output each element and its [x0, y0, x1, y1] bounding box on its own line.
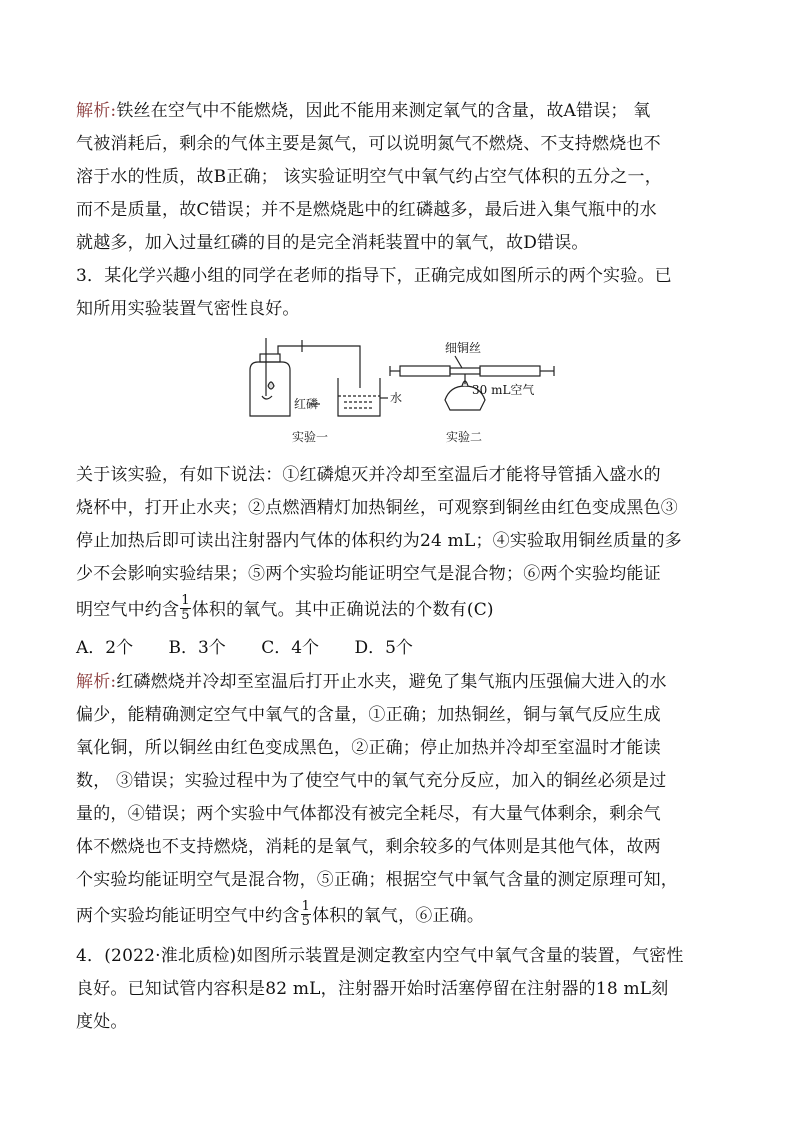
option-c: C．4个 — [261, 638, 320, 658]
statements-line-1: 关于该实验，有如下说法：①红磷熄灭并冷却至室温后才能将导管插入盛水的 — [76, 465, 661, 485]
analysis2-line-4: 数， ③错误；实验过程中为了使空气中的氧气充分反应，加入的铜丝必须是过 — [76, 771, 667, 791]
label-red-phosphorus: 红磷 — [294, 397, 319, 411]
analysis-line-4: 而不是质量，故C错误；并不是燃烧匙中的红磷越多，最后进入集气瓶中的水 — [76, 200, 657, 220]
analysis-line-1: 解析:铁丝在空气中不能燃烧，因此不能用来测定氧气的含量，故A错误； 氧 — [76, 101, 651, 121]
statements-line-3: 停止加热后即可读出注射器内气体的体积约为24 mL；④实验取用铜丝质量的多 — [76, 531, 682, 551]
answer-options — [76, 637, 443, 659]
label-air-volume: 30 mL空气 — [472, 383, 535, 397]
analysis-line-3: 溶于水的性质，故B正确； 该实验证明空气中氧气约占空气体积的五分之一， — [76, 167, 662, 187]
question-3-line-1: 3．某化学兴趣小组的同学在老师的指导下，正确完成如图所示的两个实验。已 — [76, 266, 672, 286]
analysis-label: 解析: — [76, 101, 117, 121]
label-water: 水 — [390, 391, 403, 405]
analysis-label-2: 解析: — [76, 672, 117, 692]
analysis-line-2: 气被消耗后，剩余的气体主要是氮气，可以说明氮气不燃烧、不支持燃烧也不 — [76, 134, 661, 154]
caption-experiment-1: 实验一 — [292, 430, 329, 444]
label-copper-wire: 细铜丝 — [445, 341, 482, 355]
statements-line-4: 少不会影响实验结果；⑤两个实验均能证明空气是混合物；⑥两个实验均能证 — [76, 564, 661, 584]
analysis2-line-2: 偏少，能精确测定空气中氧气的含量，①正确；加热铜丝，铜与氧气反应生成 — [76, 705, 661, 725]
question-3-line-2: 知所用实验装置气密性良好。 — [76, 299, 300, 319]
analysis-line-5: 就越多，加入过量红磷的目的是完全消耗装置中的氧气，故D错误。 — [76, 233, 589, 253]
question-4-line-3: 度处。 — [76, 1012, 128, 1032]
statements-line-2: 烧杯中，打开止水夹；②点燃酒精灯加热铜丝，可观察到铜丝由红色变成黑色③ — [76, 498, 678, 518]
option-b: B．3个 — [168, 638, 226, 658]
question-4-line-2: 良好。已知试管内容积是82 mL，注射器开始时活塞停留在注射器的18 mL刻 — [76, 979, 669, 999]
analysis2-line-8: 两个实验均能证明空气中约含 $\frac{1}{5}$ 体积的氧气，⑥正确。 — [76, 899, 485, 929]
beaker — [310, 378, 388, 416]
analysis2-line-7: 个实验均能证明空气是混合物，⑤正确；根据空气中氧气含量的测定原理可知， — [76, 870, 678, 890]
analysis2-line-6: 体不燃烧也不支持燃烧，消耗的是氧气，剩余较多的气体则是其他气体，故两 — [76, 837, 661, 857]
option-d: D．5个 — [354, 638, 413, 658]
fraction-one-fifth: $\frac{1}{5}$ — [181, 593, 190, 623]
option-a: A．2个 — [76, 638, 134, 658]
question-4-line-1: 4．(2022·淮北质检)如图所示装置是测定教室内空气中氧气含量的装置，气密性 — [76, 946, 684, 966]
caption-experiment-2: 实验二 — [446, 430, 483, 444]
experiment-figure — [240, 338, 560, 448]
analysis2-line-3: 氧化铜，所以铜丝由红色变成黑色，②正确；停止加热并冷却至室温时才能读 — [76, 738, 661, 758]
analysis2-line-5: 量的，④错误；两个实验中气体都没有被完全耗尽，有大量气体剩余，剩余气 — [76, 804, 661, 824]
analysis2-line-1: 解析:红磷燃烧并冷却至室温后打开止水夹，避免了集气瓶内压强偏大进入的水 — [76, 672, 667, 692]
statements-line-5: 明空气中约含 $\frac{1}{5}$ 体积的氧气。其中正确说法的个数有(C) — [76, 593, 494, 623]
fraction-one-fifth-2: $\frac{1}{5}$ — [301, 899, 311, 929]
